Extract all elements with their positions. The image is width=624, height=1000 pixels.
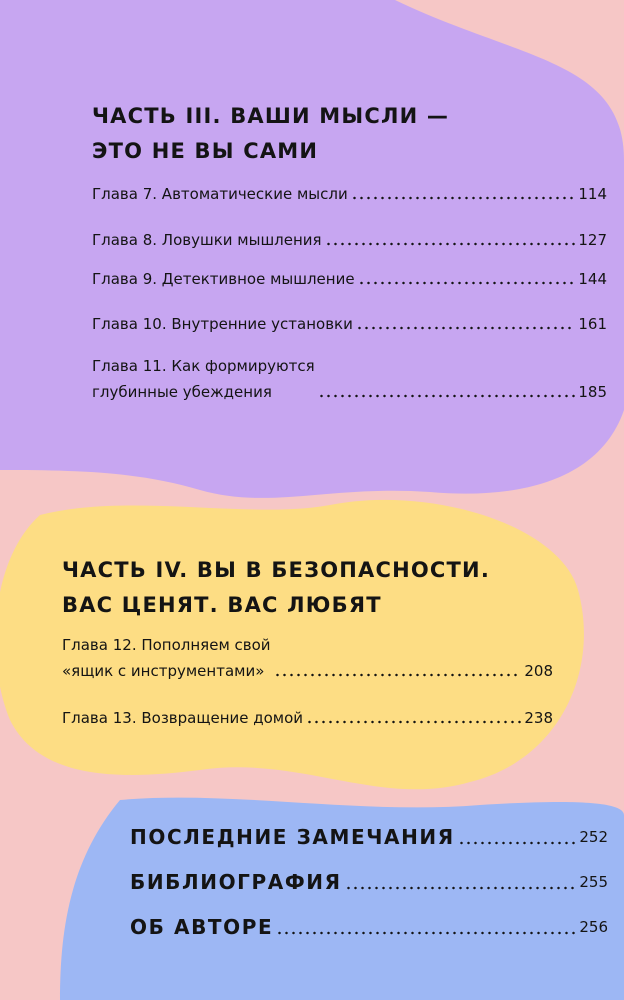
toc-entry-bibliography[interactable] [130, 865, 608, 899]
dot-leader [351, 196, 576, 200]
dot-leader [458, 841, 577, 845]
page-number: 127 [578, 231, 607, 249]
dot-leader [356, 326, 576, 330]
part3-heading [92, 99, 449, 169]
page-number: 256 [579, 918, 608, 936]
page-number: 114 [578, 185, 607, 203]
dot-leader [306, 720, 521, 724]
chapter-title-line1: Глава 11. Как формируются [92, 357, 315, 375]
part3-title-line1: ЧАСТЬ III. ВАШИ МЫСЛИ — [92, 104, 450, 128]
dot-leader [318, 394, 576, 398]
toc-entry-chapter9[interactable] [92, 266, 607, 292]
toc-entry-about-author[interactable] [130, 910, 608, 944]
toc-entry-chapter12[interactable] [62, 632, 553, 684]
page-number: 208 [524, 662, 553, 680]
page-number: 161 [578, 315, 607, 333]
dot-leader [345, 886, 577, 890]
page-number: 144 [578, 270, 607, 288]
dot-leader [274, 673, 522, 677]
chapter-title: Глава 9. Детективное мышление [92, 270, 355, 288]
chapter-title: Глава 8. Ловушки мышления [92, 231, 322, 249]
dot-leader [276, 931, 576, 935]
dot-leader [358, 281, 576, 285]
toc-entry-chapter7[interactable] [92, 181, 607, 207]
chapter-title-line2: «ящик с инструментами» [62, 662, 265, 680]
page-number: 238 [524, 709, 553, 727]
page-number: 255 [579, 873, 608, 891]
chapter-title-line2: глубинные убеждения [92, 383, 272, 401]
toc-entry-chapter8[interactable] [92, 227, 607, 253]
section-title: ПОСЛЕДНИЕ ЗАМЕЧАНИЯ [130, 825, 455, 849]
part4-title-line2: ВАС ЦЕНЯТ. ВАС ЛЮБЯТ [62, 593, 382, 617]
toc-entry-chapter10[interactable] [92, 311, 607, 337]
toc-entry-chapter13[interactable] [62, 705, 553, 731]
toc-entry-final-notes[interactable] [130, 820, 608, 854]
chapter-title-line1: Глава 12. Пополняем свой [62, 636, 271, 654]
page-number: 185 [578, 383, 607, 401]
part3-title-line2: ЭТО НЕ ВЫ САМИ [92, 139, 319, 163]
chapter-title: Глава 13. Возвращение домой [62, 709, 304, 727]
chapter-title: Глава 10. Внутренние установки [92, 315, 353, 333]
section-title: БИБЛИОГРАФИЯ [130, 870, 342, 894]
chapter-title: Глава 7. Автоматические мысли [92, 185, 348, 203]
chapter-title [92, 353, 315, 405]
page-number: 252 [579, 828, 608, 846]
part4-title-line1: ЧАСТЬ IV. ВЫ В БЕЗОПАСНОСТИ. [62, 558, 490, 582]
part4-heading [62, 553, 490, 623]
section-title: ОБ АВТОРЕ [130, 915, 274, 939]
chapter-title [62, 632, 271, 684]
dot-leader [325, 242, 576, 246]
toc-entry-chapter11[interactable] [92, 353, 607, 405]
